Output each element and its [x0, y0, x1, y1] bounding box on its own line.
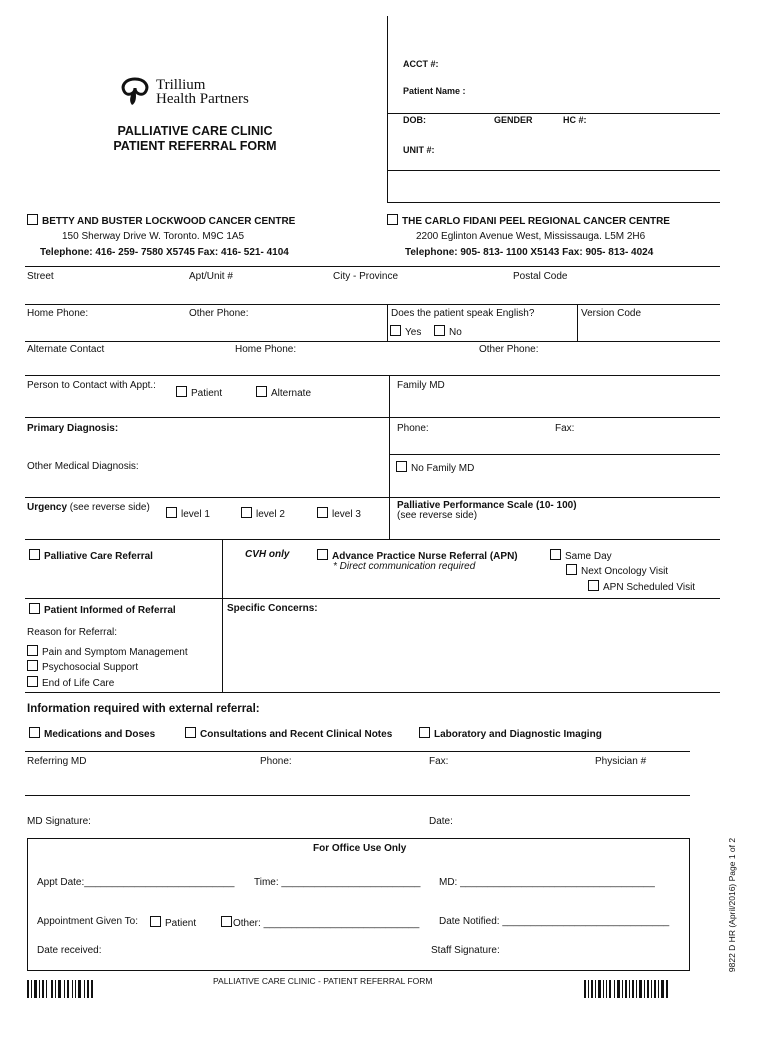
english-yes-option[interactable]: [390, 325, 421, 338]
no-family-md-checkbox[interactable]: [396, 461, 407, 472]
referring-fax-field[interactable]: Fax:: [429, 756, 449, 767]
given-patient-option[interactable]: [150, 916, 196, 929]
city-field[interactable]: City - Province: [333, 271, 399, 282]
external-heading: Information required with external referral:: [27, 703, 260, 715]
given-patient-label: Patient: [165, 918, 197, 929]
centre-right-phone: Telephone: 905- 813- 1100 X5143 Fax: 905- 813- 4024: [405, 247, 654, 258]
level3-checkbox[interactable]: [317, 507, 328, 518]
apn-visit-option[interactable]: [588, 580, 695, 593]
given-other-checkbox[interactable]: [221, 916, 232, 927]
given-patient-checkbox[interactable]: [150, 916, 161, 927]
no-family-md-option[interactable]: [396, 461, 474, 474]
office-use-box: [27, 838, 690, 971]
psycho-checkbox[interactable]: [27, 660, 38, 671]
referring-phone-field[interactable]: Phone:: [260, 756, 292, 767]
no-label: No: [449, 327, 462, 338]
logo-text-2: Health Partners: [156, 91, 249, 107]
centre-left-checkbox[interactable]: [27, 214, 38, 225]
consults-checkbox[interactable]: [185, 727, 196, 738]
md-date-field[interactable]: Date:: [429, 816, 453, 827]
contact-alternate-option[interactable]: [256, 386, 311, 399]
form-title-1: PALLIATIVE CARE CLINIC: [117, 124, 273, 138]
informed-checkbox[interactable]: [29, 603, 40, 614]
level1-option[interactable]: [166, 507, 210, 520]
centre-right-address: 2200 Eglinton Avenue West, Mississauga. L5M 2H6: [416, 231, 646, 242]
level3-label: level 3: [332, 509, 361, 520]
md-signature-field[interactable]: MD Signature:: [27, 816, 91, 827]
apn-visit-label: APN Scheduled Visit: [603, 582, 696, 593]
centre-right-option[interactable]: [387, 214, 670, 227]
apn-visit-checkbox[interactable]: [588, 580, 599, 591]
next-visit-checkbox[interactable]: [566, 564, 577, 575]
person-contact-label: Person to Contact with Appt.:: [27, 380, 156, 391]
centre-left-option[interactable]: [27, 214, 295, 227]
dob-label[interactable]: DOB:: [403, 115, 426, 125]
version-code-field[interactable]: Version Code: [581, 308, 642, 319]
barcode-right-icon: [584, 980, 670, 1000]
pain-label: Pain and Symptom Management: [42, 647, 188, 658]
meds-checkbox[interactable]: [29, 727, 40, 738]
same-day-label: Same Day: [565, 551, 612, 562]
same-day-checkbox[interactable]: [550, 549, 561, 560]
lab-checkbox[interactable]: [419, 727, 430, 738]
specific-concerns-field[interactable]: Specific Concerns:: [227, 603, 318, 614]
hc-label[interactable]: HC #:: [563, 115, 587, 125]
same-day-option[interactable]: [550, 549, 612, 562]
level1-label: level 1: [181, 509, 210, 520]
date-received-field[interactable]: Date received:: [37, 945, 102, 956]
next-visit-option[interactable]: [566, 564, 668, 577]
footer-text: PALLIATIVE CARE CLINIC - PATIENT REFERRAL FORM: [213, 976, 433, 986]
form-title-2: PATIENT REFERRAL FORM: [113, 139, 277, 153]
alternate-checkbox[interactable]: [256, 386, 267, 397]
alternate-label: Alternate: [271, 388, 312, 399]
palliative-referral-option[interactable]: [29, 549, 153, 562]
home-phone-field[interactable]: Home Phone:: [27, 308, 89, 319]
no-checkbox[interactable]: [434, 325, 445, 336]
centre-right-name: THE CARLO FIDANI PEEL REGIONAL CANCER CENTRE: [402, 216, 670, 227]
referring-md-field[interactable]: Referring MD: [27, 756, 87, 767]
physician-number-field[interactable]: Physician #: [595, 756, 647, 767]
alternate-contact-field[interactable]: Alternate Contact: [27, 344, 105, 355]
apn-note: * Direct communication required: [333, 561, 476, 572]
level3-option[interactable]: [317, 507, 361, 520]
urgency-note: (see reverse side): [69, 502, 150, 513]
lab-option[interactable]: [419, 727, 602, 740]
other-phone-field[interactable]: Other Phone:: [189, 308, 249, 319]
street-field[interactable]: Street: [27, 271, 54, 282]
barcode-left-icon: [27, 980, 97, 1000]
pain-option[interactable]: [27, 645, 188, 658]
eol-label: End of Life Care: [42, 678, 115, 689]
family-md-field[interactable]: Family MD: [397, 380, 445, 391]
gender-label[interactable]: GENDER: [494, 115, 533, 125]
lab-label: Laboratory and Diagnostic Imaging: [434, 729, 602, 740]
md-fax-field[interactable]: Fax:: [555, 423, 575, 434]
office-heading: For Office Use Only: [313, 843, 407, 854]
contact-patient-option[interactable]: [176, 386, 222, 399]
apn-referral-checkbox[interactable]: [317, 549, 328, 560]
appt-given-label: Appointment Given To:: [37, 916, 138, 927]
apt-field[interactable]: Apt/Unit #: [189, 271, 233, 282]
level1-checkbox[interactable]: [166, 507, 177, 518]
yes-checkbox[interactable]: [390, 325, 401, 336]
palliative-referral-label: Palliative Care Referral: [44, 551, 153, 562]
time-field[interactable]: Time: _________________________: [254, 877, 421, 888]
centre-left-name: BETTY AND BUSTER LOCKWOOD CANCER CENTRE: [42, 216, 296, 227]
staff-signature-field[interactable]: Staff Signature:: [431, 945, 500, 956]
pain-checkbox[interactable]: [27, 645, 38, 656]
date-notified-field[interactable]: Date Notified: ______________________________: [439, 916, 670, 927]
patient-label: Patient: [191, 388, 223, 399]
alt-home-phone-field[interactable]: Home Phone:: [235, 344, 297, 355]
patient-name-label[interactable]: Patient Name :: [403, 86, 466, 96]
office-md-field[interactable]: MD: ___________________________________: [439, 877, 655, 888]
centre-right-checkbox[interactable]: [387, 214, 398, 225]
pps-field[interactable]: Palliative Performance Scale (10- 100): [397, 500, 577, 511]
apn-referral-label: Advance Practice Nurse Referral (APN): [332, 551, 518, 562]
eol-option[interactable]: [27, 676, 114, 689]
cvh-only-label: CVH only: [245, 549, 290, 560]
speak-english-question: Does the patient speak English?: [391, 308, 535, 319]
given-other-label: Other: ____________________________: [233, 918, 420, 929]
md-phone-field[interactable]: Phone:: [397, 423, 429, 434]
centre-left-address: 150 Sherway Drive W. Toronto. M9C 1A5: [62, 231, 245, 242]
eol-checkbox[interactable]: [27, 676, 38, 687]
level2-option[interactable]: [241, 507, 285, 520]
level2-label: level 2: [256, 509, 285, 520]
level2-checkbox[interactable]: [241, 507, 252, 518]
urgency-label: [27, 502, 150, 513]
yes-label: Yes: [405, 327, 422, 338]
centre-left-phone: Telephone: 416- 259- 7580 X5745 Fax: 416- 521- 4104: [40, 247, 289, 258]
next-visit-label: Next Oncology Visit: [581, 566, 669, 577]
form-code-side-text: 9822 D HR (April/2016) Page 1 of 2: [727, 837, 737, 973]
trillium-logo-icon: [118, 76, 152, 108]
reason-label: Reason for Referral:: [27, 627, 118, 638]
unit-label[interactable]: UNIT #:: [403, 145, 435, 155]
psycho-option[interactable]: [27, 660, 138, 673]
pps-note: (see reverse side): [397, 510, 478, 521]
alt-other-phone-field[interactable]: Other Phone:: [479, 344, 539, 355]
consults-option[interactable]: [185, 727, 392, 740]
english-no-option[interactable]: [434, 325, 462, 338]
urgency-title: Urgency: [27, 502, 68, 513]
psycho-label: Psychosocial Support: [42, 662, 139, 673]
other-diagnosis-field[interactable]: Other Medical Diagnosis:: [27, 461, 139, 472]
logo-text-1: Trillium: [156, 77, 206, 93]
appt-date-field[interactable]: Appt Date:___________________________: [37, 877, 235, 888]
meds-option[interactable]: [29, 727, 155, 740]
meds-label: Medications and Doses: [44, 729, 156, 740]
consults-label: Consultations and Recent Clinical Notes: [200, 729, 393, 740]
given-other-option[interactable]: [221, 916, 419, 929]
palliative-referral-checkbox[interactable]: [29, 549, 40, 560]
informed-label: Patient Informed of Referral: [44, 605, 176, 616]
patient-checkbox[interactable]: [176, 386, 187, 397]
acct-label[interactable]: ACCT #:: [403, 59, 439, 69]
informed-option[interactable]: [29, 603, 176, 616]
primary-diagnosis-field[interactable]: Primary Diagnosis:: [27, 423, 119, 434]
no-family-md-label: No Family MD: [411, 463, 475, 474]
postal-field[interactable]: Postal Code: [513, 271, 568, 282]
